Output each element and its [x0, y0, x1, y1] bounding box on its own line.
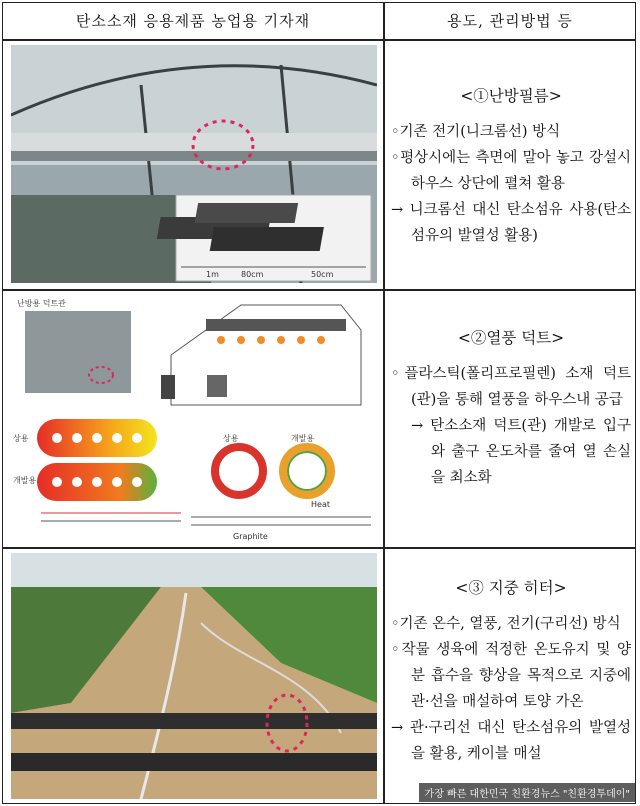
heating-film-line-2: ◦평상시에는 측면에 말아 놓고 강설시 하우스 상단에 펼쳐 활용	[391, 150, 631, 192]
field-photo-illustration	[11, 553, 377, 799]
heating-film-line-1: ◦기존 전기(니크롬선) 방식	[391, 124, 561, 140]
size-label-50cm: 50cm	[311, 270, 334, 279]
duct-diagram-illustration	[11, 295, 377, 541]
duct-commercial-label: 상용	[13, 434, 29, 443]
duct-developed-label: 개발용	[13, 476, 37, 485]
header-col2: 용도, 관리방법 등	[447, 12, 573, 30]
heating-film-title: <①난방필름>	[460, 87, 562, 105]
greenhouse-photo-illustration	[11, 45, 377, 283]
heating-film-line-3: → 니크롬선 대신 탄소섬유 사용(탄소섬유의 발열성 활용)	[391, 202, 631, 244]
comparison-table	[2, 2, 636, 804]
ring-developed-label: 개발용	[291, 434, 315, 443]
underground-heater-title: <③ 지중 히터>	[455, 579, 567, 597]
underground-heater-line-3: → 관·구리선 대신 탄소섬유의 발열성을 활용, 케이블 매설	[391, 720, 631, 762]
ring-commercial-label: 상용	[223, 434, 239, 443]
heating-film-description	[391, 83, 631, 249]
duct-photo-label: 난방용 덕트관	[17, 299, 66, 308]
hot-air-duct-description	[391, 325, 631, 491]
size-label-1m: 1m	[206, 270, 219, 279]
header-divider	[3, 39, 635, 41]
underground-heater-line-1: ◦기존 온수, 열풍, 전기(구리선) 방식	[391, 616, 621, 632]
heat-label: Heat	[311, 500, 330, 509]
header-col1: 탄소소재 응용제품 농업용 기자재	[75, 12, 311, 30]
row-divider-1	[3, 289, 635, 291]
underground-heater-line-2: ◦작물 생육에 적정한 온도유지 및 양분 흡수을 향상을 목적으로 지중에 관·선을 매설하여 토양 가온	[391, 642, 631, 710]
size-label-80cm: 80cm	[241, 270, 264, 279]
hot-air-duct-title: <②열풍 덕트>	[457, 329, 565, 347]
hot-air-duct-diagram	[11, 295, 377, 541]
heating-film-photo	[11, 45, 377, 283]
underground-heater-photo	[11, 553, 377, 799]
graphite-label: Graphite	[233, 532, 268, 541]
row-divider-2	[3, 547, 635, 549]
hot-air-duct-line-1: ◦플라스틱(폴리프로필렌) 소재 덕트(관)을 통해 열풍을 하우스내 공급	[391, 366, 631, 408]
hot-air-duct-line-2: → 탄소소재 덕트(관) 개발로 입구와 출구 온도차를 줄여 열 손실을 최소화	[411, 418, 631, 486]
underground-heater-description	[391, 575, 631, 767]
column-divider	[383, 3, 385, 803]
news-watermark: 가장 빠른 대한민국 친환경뉴스 "친환경투데이"	[419, 783, 636, 802]
